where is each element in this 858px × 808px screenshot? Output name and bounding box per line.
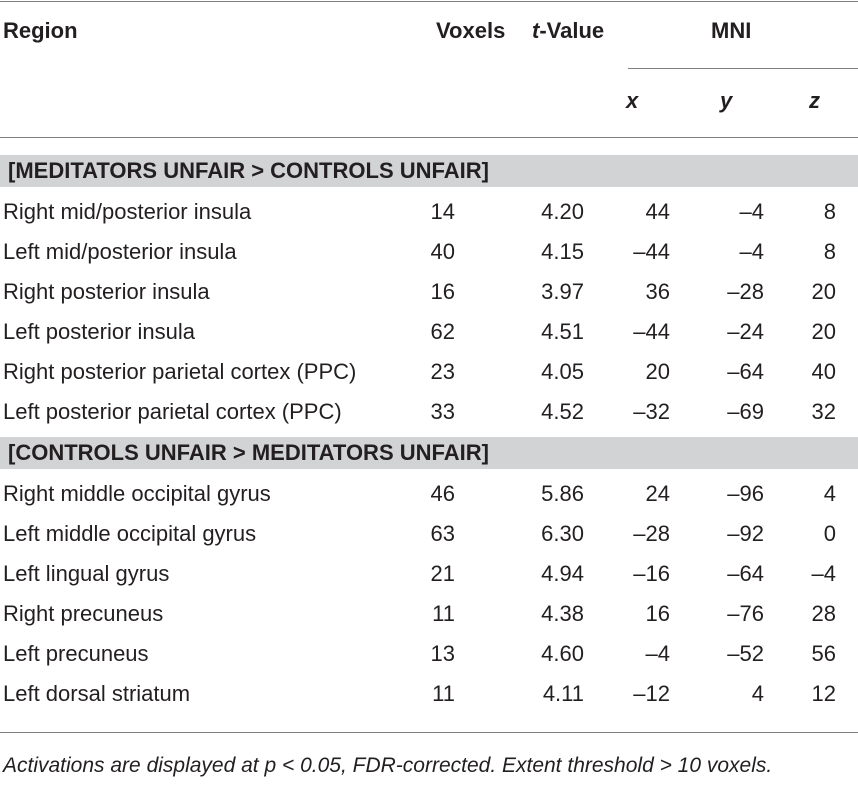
mni-x-cell: –44 (633, 239, 670, 264)
table-row (0, 674, 858, 714)
mni-y-cell: –69 (727, 399, 764, 424)
voxels-cell: 14 (430, 199, 455, 224)
t-value-cell: 4.52 (541, 399, 584, 424)
section-title: [CONTROLS UNFAIR > MEDITATORS UNFAIR] (8, 440, 489, 465)
mni-z-cell: 20 (811, 319, 836, 344)
voxels-cell: 11 (432, 601, 455, 626)
table-row (0, 352, 858, 392)
mni-z-cell: 40 (811, 359, 836, 384)
voxels-cell: 23 (430, 359, 455, 384)
mni-x-cell: 16 (645, 601, 670, 626)
region-cell: Right mid/posterior insula (3, 199, 252, 224)
mni-x-cell: 44 (645, 199, 670, 224)
t-value-cell: 6.30 (541, 521, 584, 546)
mni-z-cell: 32 (811, 399, 836, 424)
section-header-controls (0, 437, 858, 469)
mni-z-cell: 0 (823, 521, 836, 546)
t-value-cell: 4.20 (541, 199, 584, 224)
t-value-cell: 4.51 (541, 319, 584, 344)
mni-y-cell: –64 (727, 359, 764, 384)
header-tvalue (532, 18, 604, 44)
table-row (0, 514, 858, 554)
table-footnote: Activations are displayed at p < 0.05, FDR-corrected. Extent threshold > 10 voxels. (3, 754, 773, 777)
mni-z-cell: 12 (811, 681, 836, 706)
voxels-cell: 13 (430, 641, 455, 666)
voxels-cell: 33 (430, 399, 455, 424)
header-x: x (626, 88, 639, 113)
region-cell: Left mid/posterior insula (3, 239, 237, 264)
mni-z-cell: 4 (823, 481, 836, 506)
mni-z-cell: 56 (811, 641, 836, 666)
mni-x-cell: –44 (633, 319, 670, 344)
voxels-cell: 63 (430, 521, 455, 546)
voxels-cell: 21 (430, 561, 455, 586)
table-top-rule (0, 1, 858, 2)
region-cell: Right posterior parietal cortex (PPC) (3, 359, 357, 384)
mni-z-cell: 8 (823, 239, 836, 264)
mni-x-cell: –28 (633, 521, 670, 546)
region-cell: Left dorsal striatum (3, 681, 191, 706)
voxels-cell: 40 (430, 239, 455, 264)
section-title: [MEDITATORS UNFAIR > CONTROLS UNFAIR] (8, 158, 489, 183)
table-row (0, 594, 858, 634)
voxels-cell: 62 (430, 319, 455, 344)
mni-x-cell: –32 (633, 399, 670, 424)
mni-z-cell: 8 (823, 199, 836, 224)
table-row (0, 192, 858, 232)
mni-y-cell: 4 (751, 681, 764, 706)
region-cell: Left lingual gyrus (3, 561, 170, 586)
mni-y-cell: –28 (727, 279, 764, 304)
mni-y-cell: –4 (739, 239, 764, 264)
t-value-cell: 4.60 (541, 641, 584, 666)
table-row (0, 554, 858, 594)
header-mni: MNI (711, 18, 752, 43)
mni-subrule (628, 68, 858, 69)
t-value-cell: 4.94 (541, 561, 584, 586)
mni-x-cell: –4 (645, 641, 670, 666)
header-region: Region (3, 18, 78, 43)
mni-y-cell: –64 (727, 561, 764, 586)
mni-x-cell: 24 (645, 481, 670, 506)
region-cell: Left posterior parietal cortex (PPC) (3, 399, 342, 424)
t-value-cell: 3.97 (541, 279, 584, 304)
table-row (0, 272, 858, 312)
t-value-cell: 4.15 (541, 239, 584, 264)
mni-z-cell: 20 (811, 279, 836, 304)
mni-y-cell: –76 (727, 601, 764, 626)
mni-y-cell: –92 (727, 521, 764, 546)
region-cell: Right posterior insula (3, 279, 210, 304)
mni-y-cell: –4 (739, 199, 764, 224)
mni-x-cell: –16 (633, 561, 670, 586)
mni-x-cell: 20 (645, 359, 670, 384)
mni-x-cell: 36 (645, 279, 670, 304)
t-value-cell: 4.38 (541, 601, 584, 626)
mni-x-cell: –12 (633, 681, 670, 706)
table-row (0, 634, 858, 674)
table-bottom-rule (0, 732, 858, 733)
mni-y-cell: –52 (727, 641, 764, 666)
header-tvalue-t: t (532, 18, 540, 43)
header-z: z (809, 88, 820, 113)
voxels-cell: 16 (430, 279, 455, 304)
header-y: y (720, 88, 733, 113)
table-row (0, 474, 858, 514)
table-row (0, 312, 858, 352)
section-header-meditators (0, 155, 858, 187)
header-bottom-rule (0, 137, 858, 138)
mni-y-cell: –96 (727, 481, 764, 506)
table-row (0, 392, 858, 432)
voxels-cell: 11 (432, 681, 455, 706)
t-value-cell: 4.05 (541, 359, 584, 384)
region-cell: Left precuneus (3, 641, 149, 666)
table-row (0, 232, 858, 272)
region-cell: Right precuneus (3, 601, 164, 626)
t-value-cell: 4.11 (542, 681, 584, 706)
t-value-cell: 5.86 (541, 481, 584, 506)
header-voxels: Voxels (436, 18, 506, 43)
mni-z-cell: 28 (811, 601, 836, 626)
mni-z-cell: –4 (811, 561, 836, 586)
region-cell: Left posterior insula (3, 319, 195, 344)
header-tvalue-suffix: -Value (539, 18, 605, 43)
region-cell: Right middle occipital gyrus (3, 481, 271, 506)
mni-y-cell: –24 (727, 319, 764, 344)
voxels-cell: 46 (430, 481, 455, 506)
region-cell: Left middle occipital gyrus (3, 521, 257, 546)
